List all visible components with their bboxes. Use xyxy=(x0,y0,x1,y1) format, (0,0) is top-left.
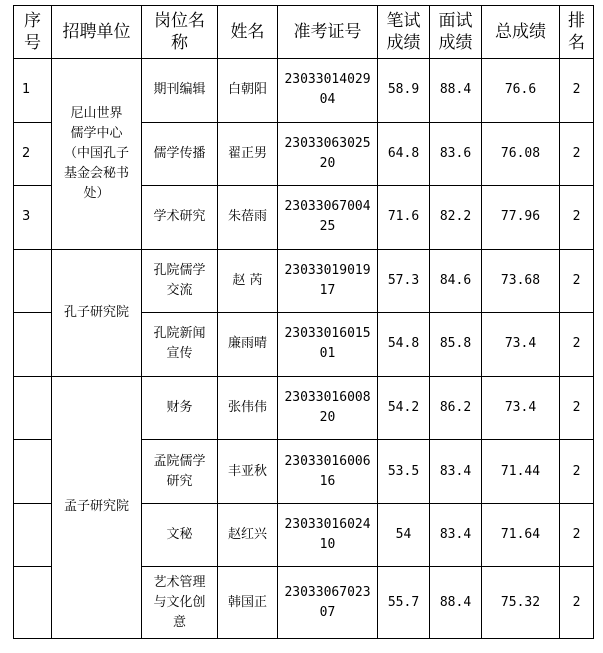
seq-cell xyxy=(14,567,52,639)
name-cell: 翟正男 xyxy=(218,122,278,186)
seq-cell: 2 xyxy=(14,122,52,186)
name-cell: 赵 芮 xyxy=(218,249,278,313)
unit-cell: 孟子研究院 xyxy=(52,376,142,638)
total-score-cell: 76.6 xyxy=(482,59,560,123)
seq-cell xyxy=(14,503,52,567)
interview-score-cell: 84.6 xyxy=(430,249,482,313)
header-cell: 招聘单位 xyxy=(52,6,142,59)
total-score-cell: 71.44 xyxy=(482,440,560,504)
name-cell: 韩国正 xyxy=(218,567,278,639)
interview-score-cell: 83.6 xyxy=(430,122,482,186)
position-cell: 期刊编辑 xyxy=(142,59,218,123)
rank-cell: 2 xyxy=(560,59,594,123)
rank-cell: 2 xyxy=(560,503,594,567)
written-score-cell: 64.8 xyxy=(378,122,430,186)
exam-id-cell: 23033016024 10 xyxy=(278,503,378,567)
total-score-cell: 73.4 xyxy=(482,376,560,440)
exam-id-cell: 23033016015 01 xyxy=(278,313,378,377)
exam-id-cell: 23033014029 04 xyxy=(278,59,378,123)
rank-cell: 2 xyxy=(560,376,594,440)
total-score-cell: 75.32 xyxy=(482,567,560,639)
header-cell: 面试 成绩 xyxy=(430,6,482,59)
table-row xyxy=(14,249,594,313)
written-score-cell: 58.9 xyxy=(378,59,430,123)
seq-cell xyxy=(14,376,52,440)
total-score-cell: 73.68 xyxy=(482,249,560,313)
position-cell: 财务 xyxy=(142,376,218,440)
name-cell: 朱蓓雨 xyxy=(218,186,278,250)
results-table xyxy=(13,5,594,639)
exam-id-cell: 23033019019 17 xyxy=(278,249,378,313)
exam-id-cell: 23033067004 25 xyxy=(278,186,378,250)
interview-score-cell: 85.8 xyxy=(430,313,482,377)
name-cell: 赵红兴 xyxy=(218,503,278,567)
written-score-cell: 71.6 xyxy=(378,186,430,250)
written-score-cell: 54 xyxy=(378,503,430,567)
name-cell: 廉雨晴 xyxy=(218,313,278,377)
position-cell: 文秘 xyxy=(142,503,218,567)
total-score-cell: 71.64 xyxy=(482,503,560,567)
rank-cell: 2 xyxy=(560,186,594,250)
table-body xyxy=(14,59,594,639)
interview-score-cell: 83.4 xyxy=(430,440,482,504)
name-cell: 丰亚秋 xyxy=(218,440,278,504)
seq-cell: 3 xyxy=(14,186,52,250)
name-cell: 张伟伟 xyxy=(218,376,278,440)
written-score-cell: 55.7 xyxy=(378,567,430,639)
interview-score-cell: 86.2 xyxy=(430,376,482,440)
header-row xyxy=(14,6,594,59)
exam-id-cell: 23033016008 20 xyxy=(278,376,378,440)
seq-cell xyxy=(14,440,52,504)
rank-cell: 2 xyxy=(560,249,594,313)
exam-id-cell: 23033063025 20 xyxy=(278,122,378,186)
written-score-cell: 54.8 xyxy=(378,313,430,377)
exam-id-cell: 23033016006 16 xyxy=(278,440,378,504)
exam-id-cell: 23033067023 07 xyxy=(278,567,378,639)
rank-cell: 2 xyxy=(560,567,594,639)
position-cell: 孔院新闻 宣传 xyxy=(142,313,218,377)
interview-score-cell: 83.4 xyxy=(430,503,482,567)
total-score-cell: 77.96 xyxy=(482,186,560,250)
seq-cell xyxy=(14,313,52,377)
written-score-cell: 54.2 xyxy=(378,376,430,440)
total-score-cell: 73.4 xyxy=(482,313,560,377)
rank-cell: 2 xyxy=(560,122,594,186)
table-row xyxy=(14,59,594,123)
total-score-cell: 76.08 xyxy=(482,122,560,186)
unit-cell: 尼山世界 儒学中心 （中国孔子 基金会秘书 处） xyxy=(52,59,142,250)
position-cell: 孔院儒学 交流 xyxy=(142,249,218,313)
unit-cell: 孔子研究院 xyxy=(52,249,142,376)
table-row xyxy=(14,376,594,440)
interview-score-cell: 88.4 xyxy=(430,59,482,123)
seq-cell xyxy=(14,249,52,313)
header-cell: 总成绩 xyxy=(482,6,560,59)
position-cell: 儒学传播 xyxy=(142,122,218,186)
seq-cell: 1 xyxy=(14,59,52,123)
header-cell: 序 号 xyxy=(14,6,52,59)
rank-cell: 2 xyxy=(560,440,594,504)
header-cell: 岗位名 称 xyxy=(142,6,218,59)
written-score-cell: 53.5 xyxy=(378,440,430,504)
header-cell: 笔试 成绩 xyxy=(378,6,430,59)
rank-cell: 2 xyxy=(560,313,594,377)
header-cell: 姓名 xyxy=(218,6,278,59)
header-cell: 准考证号 xyxy=(278,6,378,59)
position-cell: 艺术管理 与文化创 意 xyxy=(142,567,218,639)
interview-score-cell: 82.2 xyxy=(430,186,482,250)
written-score-cell: 57.3 xyxy=(378,249,430,313)
position-cell: 学术研究 xyxy=(142,186,218,250)
interview-score-cell: 88.4 xyxy=(430,567,482,639)
position-cell: 孟院儒学 研究 xyxy=(142,440,218,504)
name-cell: 白朝阳 xyxy=(218,59,278,123)
header-cell: 排 名 xyxy=(560,6,594,59)
